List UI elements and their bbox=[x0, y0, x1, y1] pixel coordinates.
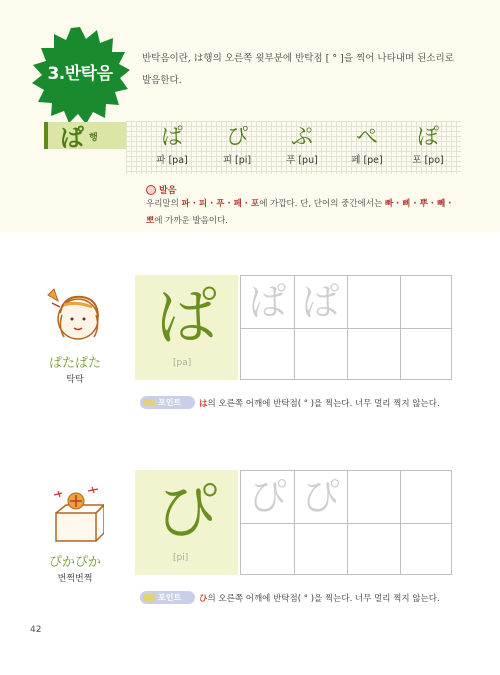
point-kana: は bbox=[199, 399, 208, 409]
model-romaji: [pa] bbox=[173, 358, 192, 368]
kana-glyph: ぺ bbox=[355, 125, 378, 150]
model-kana: ぱ bbox=[155, 280, 218, 353]
kana-item-pe bbox=[335, 124, 399, 168]
model-kana: ぴ bbox=[155, 475, 218, 548]
section-intro: 반탁음이란, は행의 오른쪽 윗부분에 반탁점 [ ° ]을 찍어 나타내며 된소리로 발음한다. bbox=[142, 53, 454, 86]
word-kana: ぱたぱた bbox=[48, 356, 101, 371]
kana-glyph: ぱ bbox=[160, 125, 183, 150]
point-kana: ひ bbox=[199, 594, 208, 604]
kana-glyph: ぴ bbox=[225, 125, 248, 150]
practice-grid[interactable] bbox=[240, 275, 452, 380]
row-kana: ぱ bbox=[60, 124, 84, 152]
word-kana: ぴかぴか bbox=[48, 555, 101, 570]
kana-item-pi bbox=[205, 124, 269, 168]
model-cell bbox=[135, 470, 238, 575]
point-badge bbox=[140, 591, 195, 604]
model-romaji: [pi] bbox=[173, 553, 189, 563]
note-highlight: 파 · 피 · 푸 · 페 · 포 bbox=[181, 199, 260, 209]
pronunciation-text bbox=[146, 196, 466, 230]
note-text-part: 에 가까운 발음이다. bbox=[154, 216, 229, 226]
point-text bbox=[199, 592, 440, 604]
practice-grid[interactable] bbox=[240, 470, 452, 575]
point-description: 의 오른쪽 어깨에 반탁점( ° )을 찍는다. 너무 멀리 찍지 않는다. bbox=[207, 594, 440, 604]
point-text bbox=[199, 397, 440, 409]
kana-reading: 피 [pi] bbox=[222, 155, 252, 166]
sparkling-gift-illustration-icon bbox=[48, 483, 104, 545]
grid-line bbox=[241, 328, 451, 329]
grid-line bbox=[241, 523, 451, 524]
pencil-icon bbox=[143, 594, 155, 601]
pronunciation-title: 발음 bbox=[159, 186, 177, 196]
point-label: 포인트 bbox=[158, 398, 182, 407]
trace-kana: ぴ bbox=[301, 475, 340, 519]
model-cell bbox=[135, 275, 238, 380]
point-description: 의 오른쪽 어깨에 반탁점( ° )을 찍는다. 너무 멀리 찍지 않는다. bbox=[207, 399, 440, 409]
row-suffix: 행 bbox=[89, 133, 98, 143]
word-korean: 번쩍번쩍 bbox=[57, 574, 93, 584]
section-badge bbox=[30, 25, 130, 125]
note-highlight: 빠 · 삐 · 뿌 · 뻬 · bbox=[384, 199, 452, 209]
note-text-part: 우리말의 bbox=[146, 199, 182, 209]
note-highlight: 뽀 bbox=[146, 216, 155, 226]
page-number: 42 bbox=[30, 625, 42, 635]
row-tab-bar bbox=[44, 122, 48, 149]
kana-reading: 파 [pa] bbox=[156, 155, 188, 166]
pronunciation-icon bbox=[146, 185, 156, 195]
kana-glyph: ぽ bbox=[416, 125, 439, 150]
word-korean: 탁탁 bbox=[66, 375, 84, 385]
trace-kana: ぱ bbox=[248, 280, 287, 324]
trace-kana: ぴ bbox=[248, 475, 287, 519]
section-title: 3.반탁음 bbox=[47, 64, 113, 84]
pencil-icon bbox=[143, 399, 155, 406]
trace-kana: ぱ bbox=[301, 280, 340, 324]
kana-reading: 푸 [pu] bbox=[286, 155, 318, 166]
kana-reading: 포 [po] bbox=[412, 155, 444, 166]
kana-item-pa bbox=[140, 124, 204, 168]
point-badge bbox=[140, 396, 195, 409]
clapping-girl-illustration-icon bbox=[44, 285, 106, 347]
point-label: 포인트 bbox=[158, 593, 182, 602]
kana-glyph: ぷ bbox=[290, 125, 313, 150]
note-text-part: 에 가깝다. 단, 단어의 중간에서는 bbox=[259, 199, 385, 209]
kana-item-pu bbox=[270, 124, 334, 168]
kana-reading: 페 [pe] bbox=[351, 155, 383, 166]
row-tab bbox=[44, 122, 126, 149]
kana-item-po bbox=[396, 124, 460, 168]
